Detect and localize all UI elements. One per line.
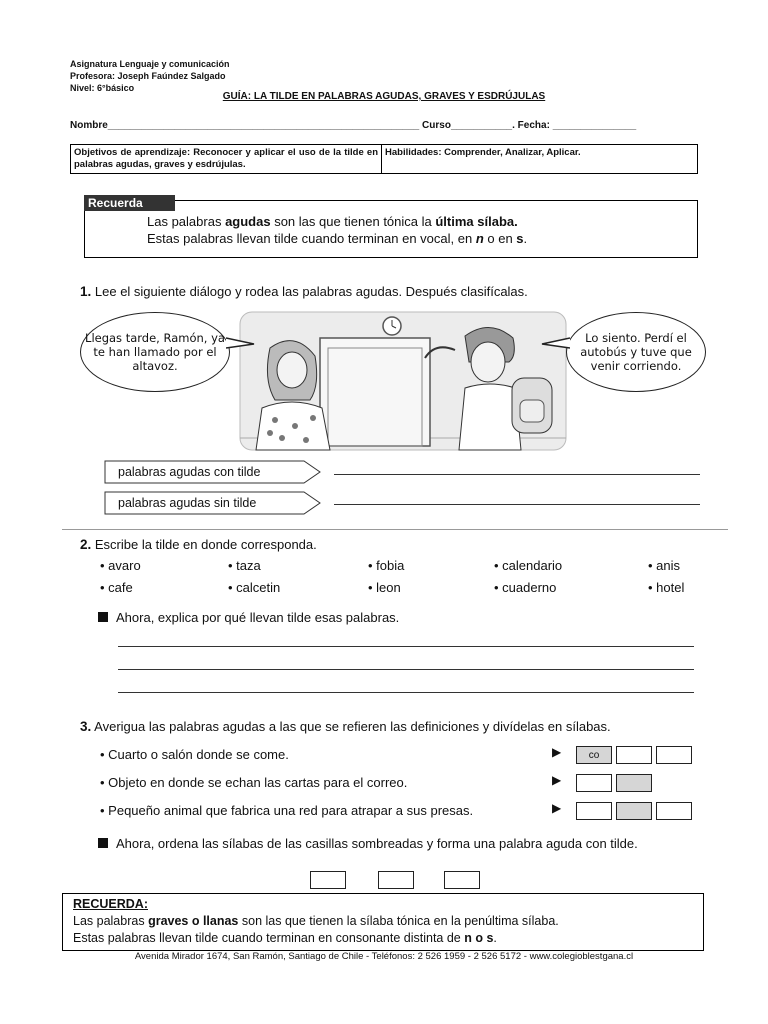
definition-item: • Pequeño animal que fabrica una red para atrapar a sus presas.: [100, 803, 474, 818]
answer-line[interactable]: [118, 692, 694, 693]
recuerda-tag: Recuerda: [84, 195, 175, 211]
page-title: GUÍA: LA TILDE EN PALABRAS AGUDAS, GRAVES Y ESDRÚJULAS: [222, 91, 546, 102]
word-item: • fobia: [368, 558, 405, 573]
answer-line-sin-tilde[interactable]: [334, 504, 700, 505]
syllable-box[interactable]: [656, 746, 692, 764]
definition-item: • Cuarto o salón donde se come.: [100, 747, 289, 762]
word-item: • cafe: [100, 580, 133, 595]
bubble-tail-left: [226, 336, 256, 352]
word-item: • cuaderno: [494, 580, 557, 595]
syllable-box[interactable]: [576, 774, 612, 792]
recuerda-graves-box: [62, 893, 704, 951]
header-block: [70, 58, 230, 94]
course-label: Curso: [422, 120, 451, 131]
word-item: • calcetin: [228, 580, 281, 595]
level-label: Nivel: 6°básico: [70, 83, 135, 93]
question-2-sub: Ahora, explica por qué llevan tilde esas palabras.: [98, 610, 399, 625]
recuerda-agudas-text: Las palabras agudas son las que tienen tónica la última sílaba. Estas palabras llevan tilde cuando terminan en vocal, en n o en s.: [147, 214, 528, 246]
word-item: • leon: [368, 580, 401, 595]
recuerda-graves-line2: Estas palabras llevan tilde cuando terminan en consonante distinta de n o s.: [73, 931, 497, 945]
recuerda-agudas-box: [84, 196, 698, 258]
teacher-label: Profesora: Joseph Faúndez Salgado: [70, 71, 226, 81]
objectives-cell: Objetivos de aprendizaje: Reconocer y aplicar el uso de la tilde en palabras agudas, graves y esdrújulas.: [71, 145, 382, 173]
speech-bubble-right: Lo siento. Perdí el autobús y tuve que venir corriendo.: [566, 312, 706, 392]
recuerda-graves-line1: Las palabras graves o llanas son las que tienen la sílaba tónica en la penúltima sílaba.: [73, 914, 559, 928]
word-item: • avaro: [100, 558, 141, 573]
answer-line[interactable]: [118, 646, 694, 647]
word-item: • anis: [648, 558, 681, 573]
syllable-box[interactable]: [616, 746, 652, 764]
name-label: Nombre: [70, 120, 108, 131]
square-bullet-icon: [98, 838, 108, 848]
objectives-table: [70, 144, 698, 174]
question-1: 1. Lee el siguiente diálogo y rodea las palabras agudas. Después clasifícalas.: [80, 284, 528, 299]
arrow-icon: ▶: [552, 801, 562, 815]
bubble-tail-right: [540, 336, 570, 352]
word-item: • hotel: [648, 580, 685, 595]
answer-line[interactable]: [118, 669, 694, 670]
section-divider: [62, 529, 728, 530]
label-agudas-sin-tilde: palabras agudas sin tilde: [118, 496, 257, 510]
question-1-text: Lee el siguiente diálogo y rodea las palabras agudas. Después clasifícalas.: [94, 284, 528, 299]
skills-cell: Habilidades: Comprender, Analizar, Aplicar.: [385, 147, 581, 158]
syllable-box-shaded[interactable]: [616, 774, 652, 792]
subject-label: Asignatura Lenguaje y comunicación: [70, 59, 230, 69]
syllable-box-shaded[interactable]: [616, 802, 652, 820]
question-2: 2. Escribe la tilde en donde corresponda.: [80, 537, 317, 552]
syllable-box[interactable]: [576, 802, 612, 820]
answer-syllable-box[interactable]: [444, 871, 480, 889]
question-2-text: Escribe la tilde en donde corresponda.: [94, 537, 317, 552]
question-3: 3. Averigua las palabras agudas a las que se refieren las definiciones y divídelas en sílabas.: [80, 719, 611, 734]
question-3-sub: Ahora, ordena las sílabas de las casillas sombreadas y forma una palabra aguda con tilde.: [98, 836, 638, 852]
arrow-icon: ▶: [552, 773, 562, 787]
syllable-box-shaded[interactable]: co: [576, 746, 612, 764]
footer-address: Avenida Mirador 1674, San Ramón, Santiago de Chile - Teléfonos: 2 526 1959 - 2 526 5172 - www.colegioblestgana.cl: [134, 951, 634, 962]
answer-syllable-box[interactable]: [310, 871, 346, 889]
definition-item: • Objeto en donde se echan las cartas para el correo.: [100, 775, 408, 790]
label-agudas-con-tilde: palabras agudas con tilde: [118, 465, 261, 479]
syllable-box[interactable]: [656, 802, 692, 820]
question-3-text: Averigua las palabras agudas a las que se refieren las definiciones y divídelas en sílabas.: [94, 719, 611, 734]
answer-syllable-box[interactable]: [378, 871, 414, 889]
student-info-line: Nombre________________________________________________________ Curso___________. Fecha: _______________: [70, 120, 637, 131]
recuerda-graves-title: RECUERDA:: [73, 897, 148, 911]
arrow-icon: ▶: [552, 745, 562, 759]
date-label: . Fecha:: [512, 120, 550, 131]
word-item: • calendario: [494, 558, 563, 573]
word-item: • taza: [228, 558, 261, 573]
answer-line-con-tilde[interactable]: [334, 474, 700, 475]
square-bullet-icon: [98, 612, 108, 622]
speech-bubble-left: Llegas tarde, Ramón, ya te han llamado por el altavoz.: [80, 312, 230, 392]
